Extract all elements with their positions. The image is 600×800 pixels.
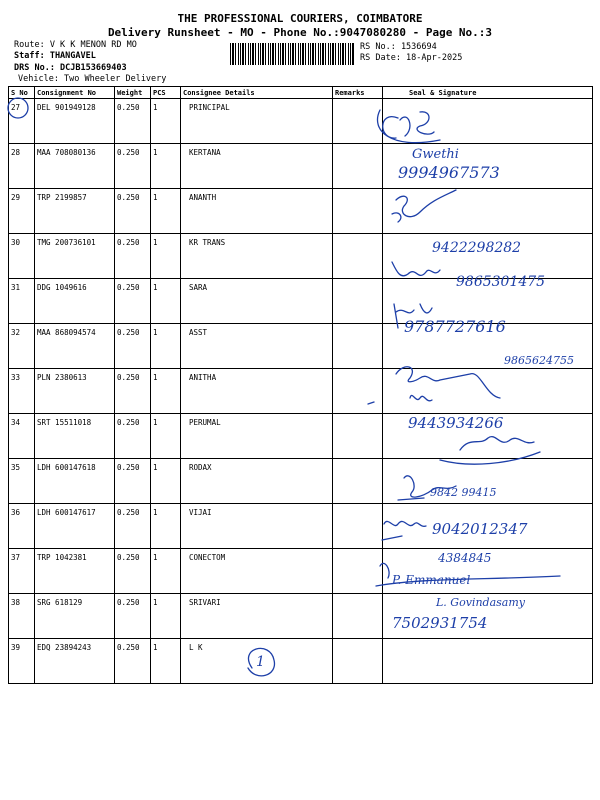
row-weight: 0.250	[115, 549, 151, 594]
row-remarks	[333, 594, 383, 639]
row-sno: 37	[9, 549, 35, 594]
staff: Staff: THANGAVEL	[14, 51, 96, 61]
col-signature: Seal & Signature	[383, 87, 593, 99]
hw-name-28: Gwethi	[412, 147, 459, 162]
row-sno: 30	[9, 234, 35, 279]
row-pcs: 1	[151, 324, 181, 369]
row-consignment: MAA 708080136	[35, 144, 115, 189]
row-signature	[383, 459, 593, 504]
table-row	[9, 99, 593, 144]
row-signature	[383, 189, 593, 234]
row-consignee: ASST	[181, 324, 333, 369]
table-row	[9, 324, 593, 369]
row-sno: 28	[9, 144, 35, 189]
row-remarks	[333, 414, 383, 459]
row-consignee: VIJAI	[181, 504, 333, 549]
drs-no: DRS No.: DCJB153669403	[14, 63, 127, 73]
row-remarks	[333, 504, 383, 549]
row-weight: 0.250	[115, 99, 151, 144]
table-row	[9, 414, 593, 459]
row-sno: 29	[9, 189, 35, 234]
row-consignment: MAA 868094574	[35, 324, 115, 369]
row-signature	[383, 144, 593, 189]
row-weight: 0.250	[115, 504, 151, 549]
route: Route: V K K MENON RD MO	[14, 40, 137, 50]
hw-phone-31: 9865301475	[456, 274, 546, 290]
row-consignment: SRG 618129	[35, 594, 115, 639]
company-title: THE PROFESSIONAL COURIERS, COIMBATORE	[177, 12, 423, 25]
table-row	[9, 279, 593, 324]
table-row	[9, 144, 593, 189]
table-row	[9, 594, 593, 639]
row-consignee: RODAX	[181, 459, 333, 504]
row-consignment: TMG 200736101	[35, 234, 115, 279]
row-pcs: 1	[151, 549, 181, 594]
row-pcs: 1	[151, 189, 181, 234]
rs-no: RS No.: 1536694	[360, 42, 437, 52]
row-consignment: DDG 1049616	[35, 279, 115, 324]
hw-page-mark: 1	[256, 654, 265, 670]
row-signature	[383, 639, 593, 684]
row-weight: 0.250	[115, 189, 151, 234]
row-pcs: 1	[151, 99, 181, 144]
row-consignment: DEL 901949128	[35, 99, 115, 144]
row-consignment: SRT 15511018	[35, 414, 115, 459]
row-signature	[383, 414, 593, 459]
hw-phone-36: 9842 99415	[430, 486, 497, 499]
row-weight: 0.250	[115, 279, 151, 324]
row-signature	[383, 279, 593, 324]
row-weight: 0.250	[115, 144, 151, 189]
row-consignee: CONECTOM	[181, 549, 333, 594]
row-weight: 0.250	[115, 594, 151, 639]
hw-phone-28: 9994967573	[398, 163, 500, 182]
row-remarks	[333, 459, 383, 504]
table-row	[9, 234, 593, 279]
col-weight: Weight	[115, 87, 151, 99]
row-pcs: 1	[151, 414, 181, 459]
row-consignment: PLN 2380613	[35, 369, 115, 414]
row-remarks	[333, 189, 383, 234]
col-consignee: Consignee Details	[181, 87, 333, 99]
row-consignee: ANITHA	[181, 369, 333, 414]
row-pcs: 1	[151, 639, 181, 684]
row-sno: 32	[9, 324, 35, 369]
hw-name-39: L. Govindasamy	[436, 596, 525, 609]
row-pcs: 1	[151, 459, 181, 504]
row-consignee: SARA	[181, 279, 333, 324]
row-sno: 36	[9, 504, 35, 549]
hw-name-38: P. Emmanuel	[392, 573, 471, 587]
col-pcs: PCS	[151, 87, 181, 99]
row-signature	[383, 504, 593, 549]
table-row	[9, 369, 593, 414]
hw-phone-37: 9042012347	[432, 520, 528, 538]
row-remarks	[333, 144, 383, 189]
row-pcs: 1	[151, 504, 181, 549]
row-consignment: TRP 2199857	[35, 189, 115, 234]
table-row	[9, 504, 593, 549]
vehicle: Vehicle: Two Wheeler Delivery	[18, 74, 167, 84]
row-sno: 31	[9, 279, 35, 324]
table-row	[9, 639, 593, 684]
row-signature	[383, 234, 593, 279]
row-remarks	[333, 234, 383, 279]
barcode	[230, 43, 355, 65]
row-pcs: 1	[151, 369, 181, 414]
row-weight: 0.250	[115, 369, 151, 414]
row-weight: 0.250	[115, 324, 151, 369]
runsheet-subtitle: Delivery Runsheet - MO - Phone No.:9047080280 - Page No.:3	[107, 26, 493, 39]
row-consignee: SRIVARI	[181, 594, 333, 639]
row-consignee: PRINCIPAL	[181, 99, 333, 144]
row-signature	[383, 99, 593, 144]
row-weight: 0.250	[115, 414, 151, 459]
row-signature	[383, 369, 593, 414]
hw-phone-33: 9865624755	[504, 354, 574, 367]
row-consignee: ANANTH	[181, 189, 333, 234]
row-consignee: L K	[181, 639, 333, 684]
row-consignment: TRP 1042381	[35, 549, 115, 594]
row-consignee: KR TRANS	[181, 234, 333, 279]
row-signature	[383, 549, 593, 594]
row-remarks	[333, 369, 383, 414]
row-sno: 33	[9, 369, 35, 414]
row-pcs: 1	[151, 234, 181, 279]
col-consignment: Consignment No	[35, 87, 115, 99]
row-consignee: PERUMAL	[181, 414, 333, 459]
row-weight: 0.250	[115, 639, 151, 684]
col-remarks: Remarks	[333, 87, 383, 99]
rs-date: RS Date: 18-Apr-2025	[360, 53, 463, 63]
row-consignment: EDQ 23894243	[35, 639, 115, 684]
row-sno: 34	[9, 414, 35, 459]
row-pcs: 1	[151, 594, 181, 639]
runsheet-table	[8, 86, 593, 684]
table-row	[9, 549, 593, 594]
row-signature	[383, 324, 593, 369]
row-consignment: LDH 600147617	[35, 504, 115, 549]
row-sno: 39	[9, 639, 35, 684]
row-consignee: KERTANA	[181, 144, 333, 189]
table-row	[9, 189, 593, 234]
row-sno: 27	[9, 99, 35, 144]
row-pcs: 1	[151, 279, 181, 324]
row-sno: 38	[9, 594, 35, 639]
hw-phone-38: 4384845	[438, 551, 492, 565]
hw-phone-34: 9443934266	[408, 414, 504, 432]
hw-phone-39: 7502931754	[392, 614, 488, 632]
row-remarks	[333, 99, 383, 144]
row-remarks	[333, 549, 383, 594]
table-header-row	[9, 87, 593, 99]
row-weight: 0.250	[115, 234, 151, 279]
row-remarks	[333, 279, 383, 324]
row-remarks	[333, 639, 383, 684]
hw-phone-32: 9787727616	[404, 317, 506, 336]
row-weight: 0.250	[115, 459, 151, 504]
row-consignment: LDH 600147618	[35, 459, 115, 504]
hw-phone-30: 9422298282	[432, 240, 522, 256]
row-pcs: 1	[151, 144, 181, 189]
row-sno: 35	[9, 459, 35, 504]
table-row	[9, 459, 593, 504]
row-signature	[383, 594, 593, 639]
col-sno: S No	[9, 87, 35, 99]
row-remarks	[333, 324, 383, 369]
